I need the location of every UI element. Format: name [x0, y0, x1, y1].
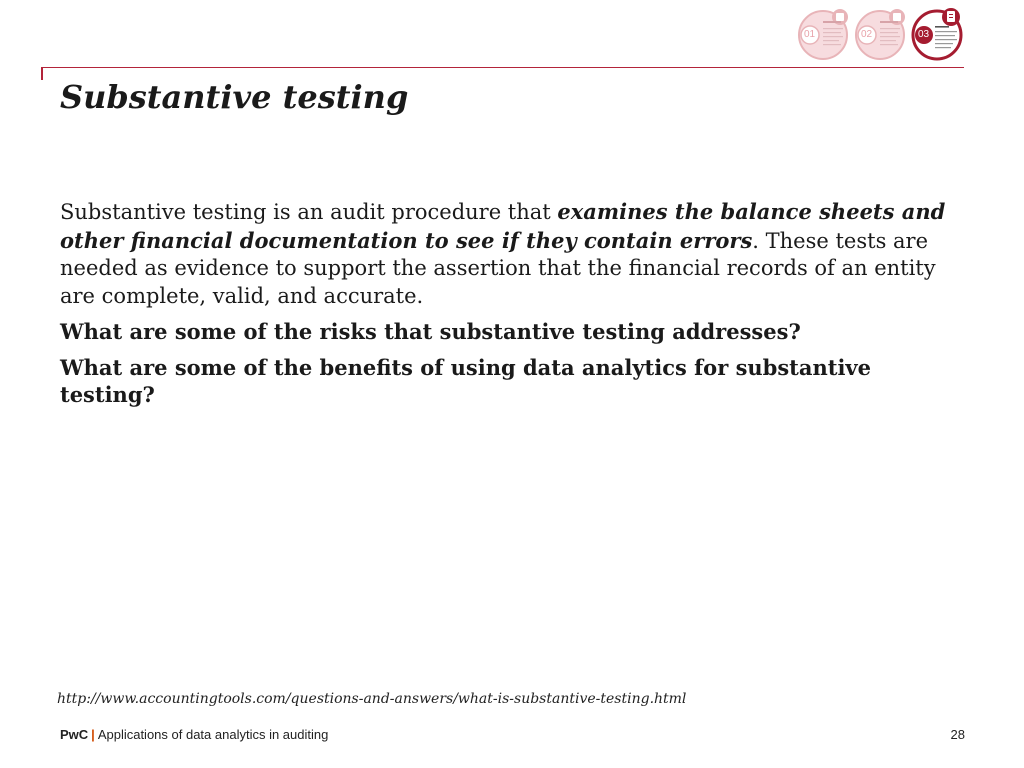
footer-deck-title: Applications of data analytics in auditing — [97, 727, 329, 742]
footer-separator: | — [91, 727, 95, 742]
document-icon — [836, 13, 844, 21]
progress-step-02[interactable] — [854, 5, 910, 61]
progress-nav — [797, 5, 967, 63]
progress-step-number: 03 — [918, 29, 930, 40]
clipboard-icon — [947, 11, 955, 22]
progress-step-03[interactable] — [910, 5, 966, 61]
page-number: 28 — [950, 727, 965, 742]
progress-step-number: 01 — [804, 29, 816, 40]
source-link[interactable]: http://www.accountingtools.com/questions-and-answers/what-is-substantive-testing.html — [57, 691, 687, 707]
definition-emphasis: examines the balance sheets and other financial documentation to see if they contain errors — [60, 199, 946, 253]
footer-brand: PwC — [60, 727, 89, 742]
discussion-question-benefits: What are some of the benefits of using data analytics for substantive testing? — [60, 355, 871, 407]
slide-body — [60, 198, 950, 408]
page-title: Substantive testing — [60, 78, 409, 116]
progress-step-number: 02 — [861, 29, 873, 40]
definition-rest: . These tests are needed as evidence to support the assertion that the financial records of an entity are complete, valid, and accurate. — [60, 228, 936, 308]
discussion-question-risks: What are some of the risks that substantive testing addresses? — [60, 319, 801, 344]
title-divider-tick — [41, 67, 43, 80]
definition-intro: Substantive testing is an audit procedure that — [60, 200, 558, 224]
footer — [60, 727, 328, 742]
progress-step-01[interactable] — [797, 5, 853, 61]
document-icon — [893, 13, 901, 21]
title-divider — [42, 67, 964, 68]
definition-paragraph — [60, 198, 950, 310]
